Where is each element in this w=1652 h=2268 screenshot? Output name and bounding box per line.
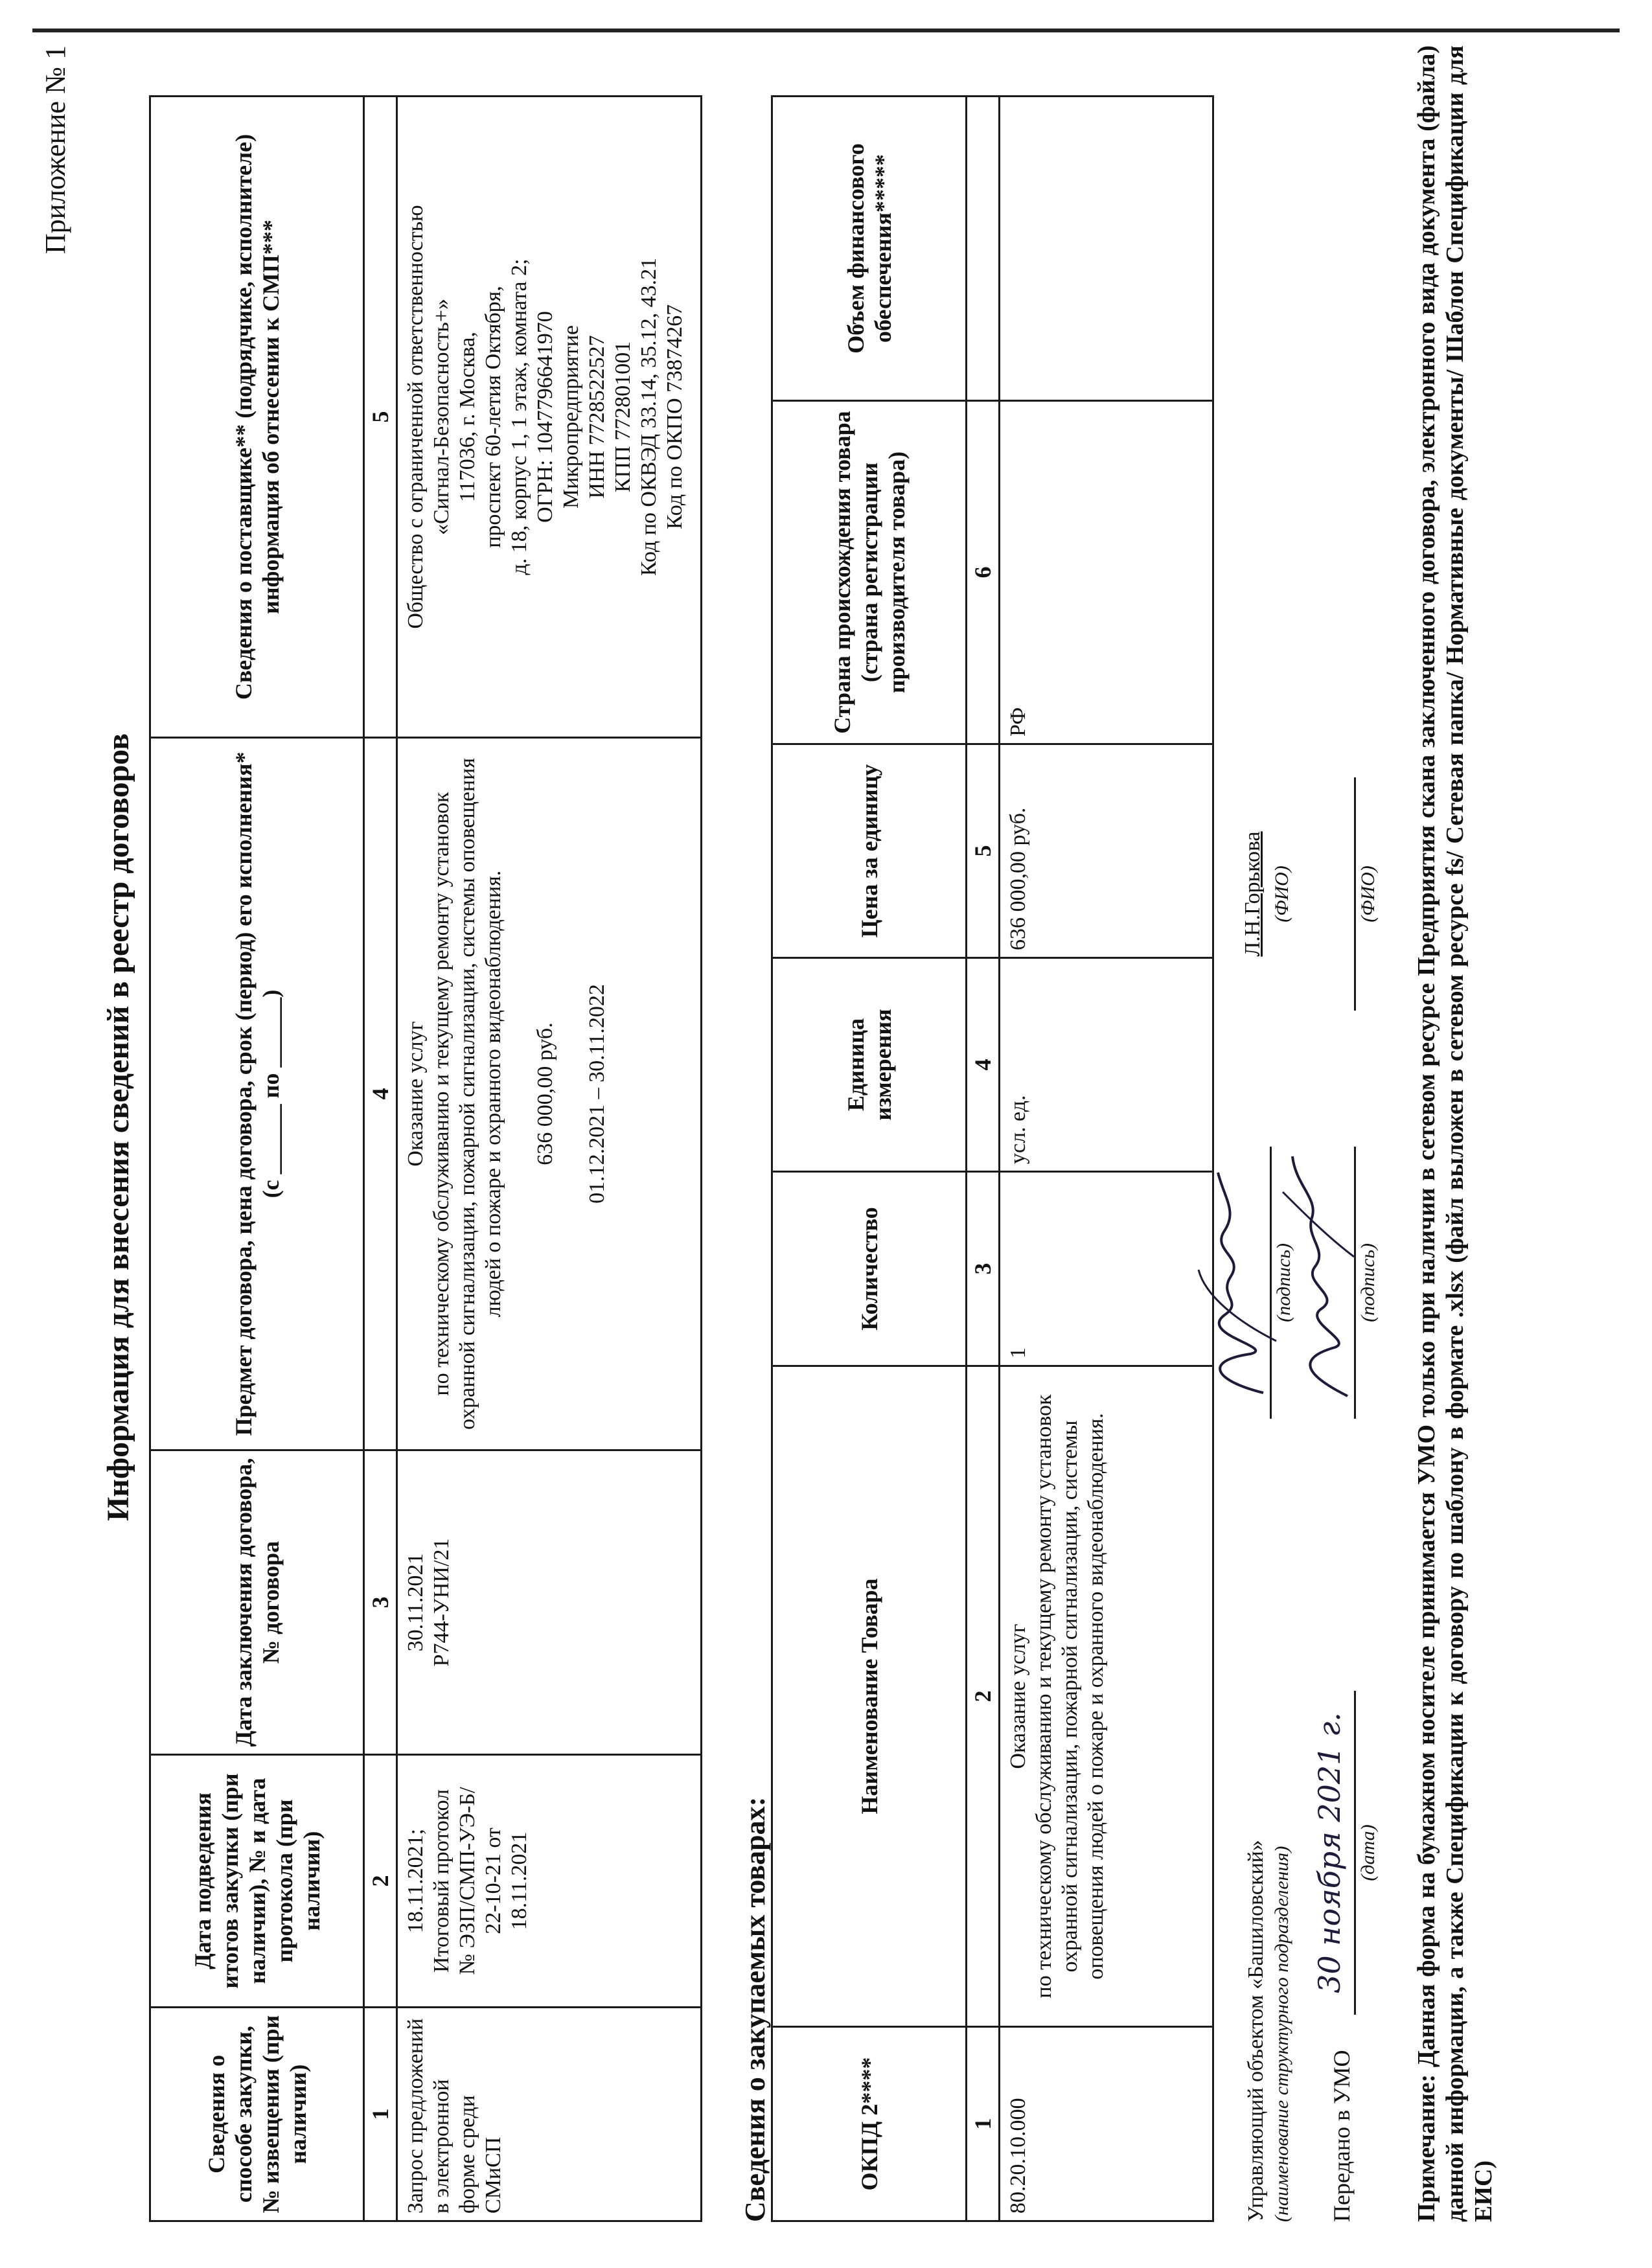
register-header-3: Дата заключения договора, № договора <box>150 1450 364 1755</box>
date-line <box>1354 1691 1356 2015</box>
goods-col-number <box>967 97 1000 401</box>
goods-caption: Сведения о закупаемых товарах: <box>739 1796 771 2222</box>
goods-table <box>771 95 1214 2222</box>
goods-col-number: 6 <box>967 401 1000 744</box>
note <box>1412 45 1498 2222</box>
goods-header-name: Наименование Товара <box>772 1366 967 2027</box>
register-number-row <box>364 97 397 2221</box>
register-col-number: 3 <box>364 1450 397 1755</box>
appendix-label: Приложение № 1 <box>40 45 71 255</box>
register-header-4: Предмет договора, цена договора, срок (период) его исполнения* (с ______ по ______) <box>150 738 364 1450</box>
goods-header-country: Страна происхождения товара (страна регистрации производителя товара) <box>772 401 967 744</box>
goods-header-price: Цена за единицу <box>772 744 967 958</box>
register-data-row <box>397 97 702 2221</box>
note-label: Примечание: <box>1413 2074 1440 2222</box>
procurement-method: Запрос предложений в электронной форме среди СМиСП <box>397 2008 702 2221</box>
goods-volume <box>1000 97 1213 401</box>
contract-price: 636 000,00 руб. <box>533 1022 557 1165</box>
register-table <box>149 95 702 2222</box>
goods-data-row <box>1000 97 1213 2221</box>
register-header-2: Дата подведения итогов закупки (при наличии), № и дата протокола (при наличии) <box>150 1755 364 2008</box>
goods-col-number: 5 <box>967 744 1000 958</box>
goods-country: РФ <box>1000 401 1213 744</box>
register-col-number: 2 <box>364 1755 397 2008</box>
register-header-5: Сведения о поставщике** (подрядчике, исполнителе) информация об отнесении к СМП*** <box>150 97 364 738</box>
handover-date: 30 ноября 2021 г. <box>1312 1712 1347 1993</box>
goods-price: 636 000,00 руб. <box>1000 744 1213 958</box>
handwritten-signature <box>1186 1160 1283 1406</box>
goods-header-volume: Объем финансового обеспечения***** <box>772 97 967 401</box>
note-text: Данная форма на бумажном носителе принимается УМО только при наличии в сетевом ресурсе Предприятия скана заключенного договора, электронного вида документа (файла) данной информации, а также Спецификации к договору по шаблону в формате .xlsx (файл выложен в сетевом ресурсе fs/ Сетевая папка/ Нормативные документы/ Шаблон Спецификации для ЕИС) <box>1413 45 1497 2222</box>
handed-label: Передано в УМО <box>1329 2050 1355 2222</box>
handwritten-signature <box>1276 1147 1367 1406</box>
contract-subject: Оказание услуг по техническому обслуживанию и текущему ремонту установок охранной сигнализации, пожарной сигнализации, системы оповещения людей о пожаре и охранного видеонаблюдения. <box>404 758 505 1430</box>
org-label: Управляющий объектом «Башиловский» <box>1244 1840 1268 2222</box>
fio-line <box>1354 777 1356 1011</box>
fio-caption: (ФИО) <box>1357 865 1379 922</box>
register-col-number: 5 <box>364 97 397 738</box>
register-header-1: Сведения о способе закупки, № извещения (при наличии) <box>150 2008 364 2221</box>
scan-edge <box>32 29 1620 32</box>
register-col-number: 1 <box>364 2008 397 2221</box>
goods-col-number: 3 <box>967 1172 1000 1366</box>
goods-header-unit: Единица измерения <box>772 958 967 1172</box>
goods-col-number: 4 <box>967 958 1000 1172</box>
goods-name: Оказание услуг по техническому обслуживанию и текущему ремонту установок охранной сигнализации, пожарной сигнализации, системы оповещения людей о пожаре и охранного видеонаблюдения. <box>1000 1366 1213 2027</box>
contract-period: 01.12.2021 – 30.11.2022 <box>585 984 609 1204</box>
contract-subject-cell <box>397 738 702 1450</box>
date-caption: (дата) <box>1357 1824 1379 1881</box>
register-col-number: 4 <box>364 738 397 1450</box>
org-caption: (наименование структурного подразделения) <box>1271 1846 1292 2222</box>
register-header-row <box>150 97 364 2221</box>
goods-header-okpd: ОКПД 2**** <box>772 2027 967 2221</box>
goods-qty: 1 <box>1000 1172 1213 1366</box>
goods-number-row <box>967 97 1000 2221</box>
goods-unit: усл. ед. <box>1000 958 1213 1172</box>
goods-header-row <box>772 97 967 2221</box>
supplier-info: Общество с ограниченной ответственностью «Сигнал-Безопасность+» 117036, г. Москва, проспект 60-летия Октября, д. 18, корпус 1, 1 этаж, комната 2; ОГРН: 1047796641970 Микропредприятие ИНН 7728522527 КПП 772801001 Код по ОКВЭД 33.14, 35.12, 43.21 Код по ОКПО 73874267 <box>397 97 702 738</box>
page-title: Информация для внесения сведений в реестр договоров <box>101 733 135 1522</box>
signature-caption: (подпись) <box>1273 1243 1294 1322</box>
fio-caption: (ФИО) <box>1271 865 1292 922</box>
protocol-info: 18.11.2021; Итоговый протокол № ЭЗП/СМП-УЭ-Б/ 22-10-21 от 18.11.2021 <box>397 1755 702 2008</box>
goods-col-number: 2 <box>967 1366 1000 2027</box>
okpd-code: 80.20.10.000 <box>1000 2027 1213 2221</box>
document-page <box>32 26 1620 2228</box>
goods-col-number: 1 <box>967 2027 1000 2221</box>
contract-date-number: 30.11.2021 Р744-УНИ/21 <box>397 1450 702 1755</box>
signature-caption: (подпись) <box>1357 1243 1379 1322</box>
signer-name: Л.Н.Горькова <box>1241 831 1265 957</box>
goods-header-qty: Количество <box>772 1172 967 1366</box>
